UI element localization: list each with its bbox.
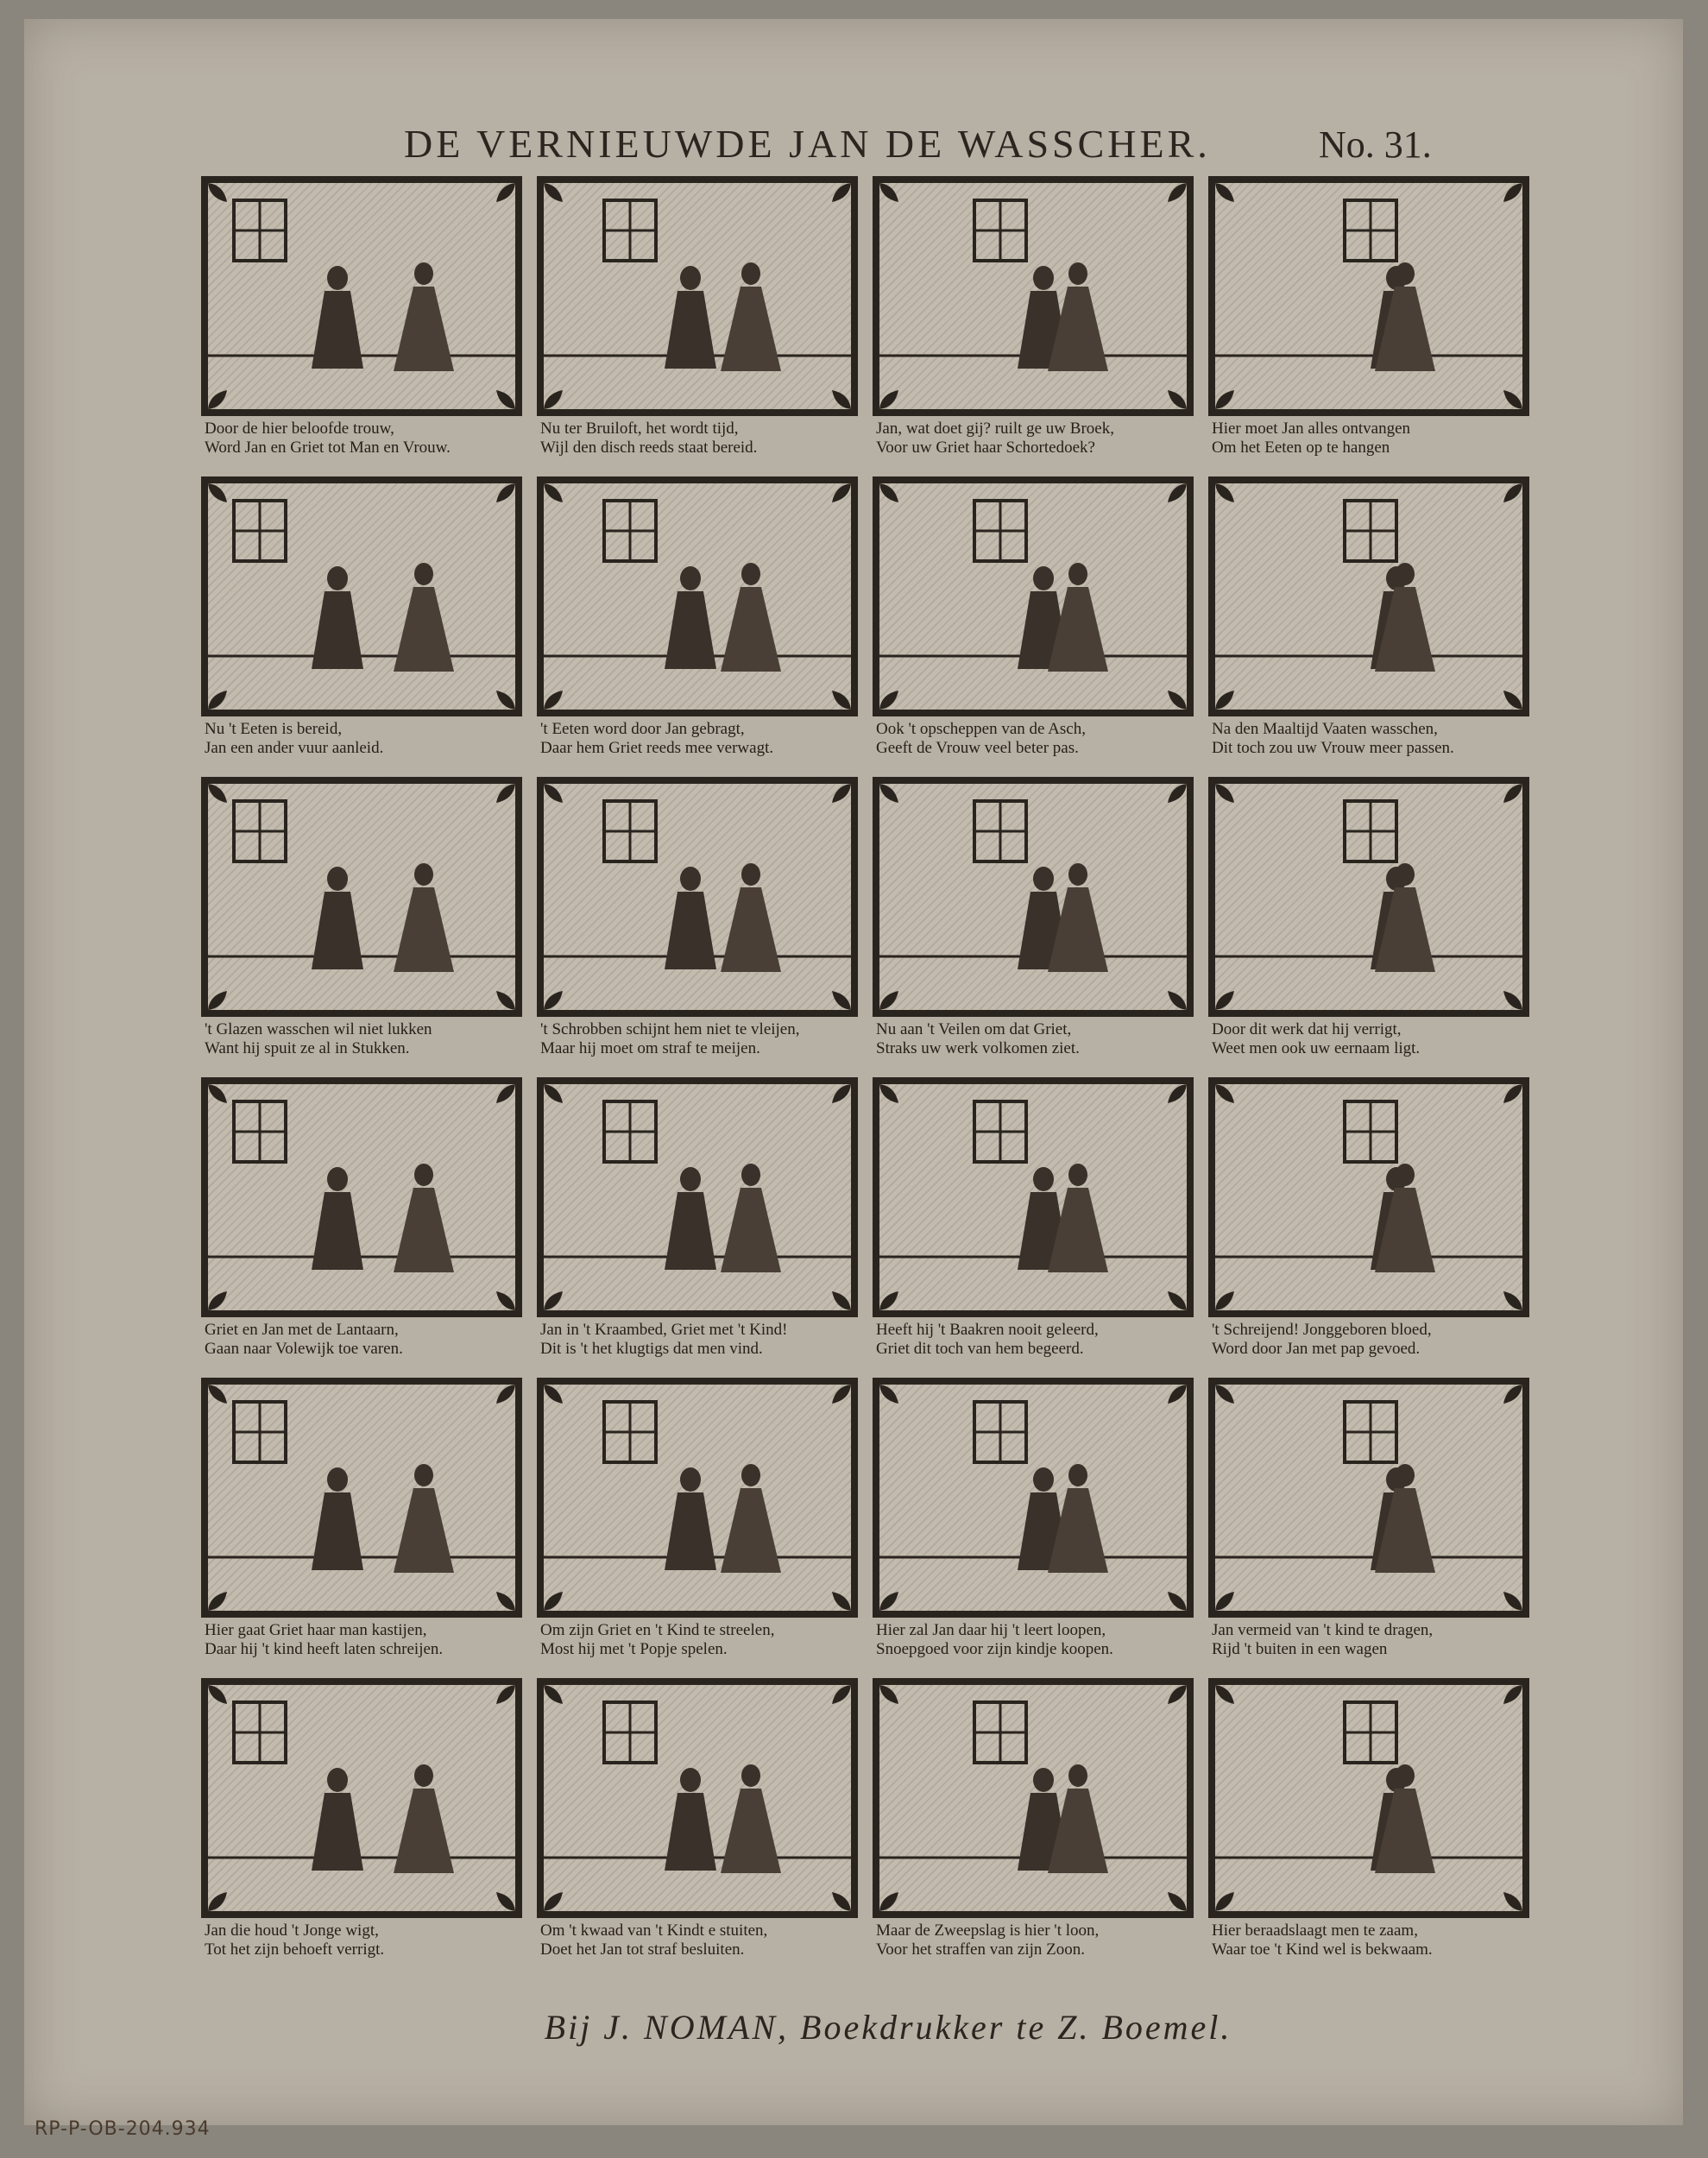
panel	[873, 1678, 1194, 1970]
caption-line: Wijl den disch reeds staat bereid.	[540, 439, 758, 457]
panel-caption	[1212, 1020, 1533, 1058]
panel-caption	[205, 420, 526, 457]
caption-line: Maar hij moet om straf te meijen.	[540, 1039, 760, 1057]
panel-caption	[1212, 420, 1533, 457]
panel-caption	[876, 1921, 1197, 1959]
woodcut-illustration	[201, 777, 522, 1017]
woodcut-illustration	[873, 1077, 1194, 1317]
panel	[1208, 1678, 1529, 1970]
panel	[873, 476, 1194, 768]
woodcut-illustration	[537, 777, 858, 1017]
caption-line: Jan die houd 't Jonge wigt,	[205, 1921, 379, 1940]
woodcut-illustration	[201, 1378, 522, 1618]
caption-line: Rijd 't buiten in een wagen	[1212, 1640, 1388, 1658]
caption-line: Na den Maaltijd Vaaten wasschen,	[1212, 720, 1438, 738]
panel	[537, 1077, 858, 1369]
caption-line: Jan vermeid van 't kind te dragen,	[1212, 1621, 1434, 1639]
woodcut-illustration	[201, 1678, 522, 1918]
panel-caption	[205, 1321, 526, 1359]
caption-line: 't Schreijend! Jonggeboren bloed,	[1212, 1321, 1432, 1339]
panel	[1208, 1378, 1529, 1669]
caption-line: Hier gaat Griet haar man kastijen,	[205, 1621, 427, 1639]
panel	[537, 777, 858, 1069]
panel-caption	[205, 1020, 526, 1058]
caption-line: Geeft de Vrouw veel beter pas.	[876, 739, 1079, 757]
caption-line: Word door Jan met pap gevoed.	[1212, 1340, 1421, 1358]
woodcut-illustration	[537, 476, 858, 716]
panel-caption	[1212, 720, 1533, 758]
caption-line: Nu aan 't Veilen om dat Griet,	[876, 1020, 1072, 1038]
caption-line: Voor het straffen van zijn Zoon.	[876, 1940, 1086, 1959]
caption-line: Om 't kwaad van 't Kindt e stuiten,	[540, 1921, 768, 1940]
sheet-number: No. 31.	[1319, 123, 1432, 166]
woodcut-illustration	[873, 476, 1194, 716]
printer-imprint: Bij J. NOMAN, Boekdrukker te Z. Boemel.	[544, 2008, 1232, 2047]
header	[24, 121, 1683, 181]
panel-caption	[1212, 1621, 1533, 1659]
caption-line: Hier beraadslaagt men te zaam,	[1212, 1921, 1418, 1940]
caption-line: Door dit werk dat hij verrigt,	[1212, 1020, 1402, 1038]
caption-line: Dit is 't het klugtigs dat men vind.	[540, 1340, 763, 1358]
caption-line: Jan, wat doet gij? ruilt ge uw Broek,	[876, 420, 1114, 438]
panel-caption	[1212, 1921, 1533, 1959]
caption-line: Maar de Zweepslag is hier 't loon,	[876, 1921, 1100, 1940]
panel	[1208, 176, 1529, 468]
panel-caption	[205, 1621, 526, 1659]
panel	[201, 476, 522, 768]
woodcut-illustration	[537, 1077, 858, 1317]
caption-line: Heeft hij 't Baakren nooit geleerd,	[876, 1321, 1099, 1339]
panel	[1208, 777, 1529, 1069]
caption-line: 't Glazen wasschen wil niet lukken	[205, 1020, 432, 1038]
panel-caption	[205, 1921, 526, 1959]
woodcut-illustration	[873, 1378, 1194, 1618]
caption-line: Daar hij 't kind heeft laten schreijen.	[205, 1640, 444, 1658]
panel-caption	[876, 1321, 1197, 1359]
woodcut-illustration	[201, 176, 522, 416]
panel-caption	[876, 1020, 1197, 1058]
panel-caption	[540, 1020, 861, 1058]
caption-line: 't Eeten word door Jan gebragt,	[540, 720, 745, 738]
panel	[201, 777, 522, 1069]
panel-caption	[540, 1921, 861, 1959]
caption-line: Daar hem Griet reeds mee verwagt.	[540, 739, 774, 757]
woodcut-illustration	[201, 1077, 522, 1317]
caption-line: Griet en Jan met de Lantaarn,	[205, 1321, 399, 1339]
woodcut-illustration	[873, 1678, 1194, 1918]
caption-line: Ook 't opscheppen van de Asch,	[876, 720, 1086, 738]
panel	[201, 1077, 522, 1369]
caption-line: Om zijn Griet en 't Kind te streelen,	[540, 1621, 775, 1639]
caption-line: Nu 't Eeten is bereid,	[205, 720, 343, 738]
caption-line: Tot het zijn behoeft verrigt.	[205, 1940, 385, 1959]
caption-line: Door de hier beloofde trouw,	[205, 420, 394, 438]
caption-line: Straks uw werk volkomen ziet.	[876, 1039, 1080, 1057]
woodcut-illustration	[873, 176, 1194, 416]
panel-caption	[540, 420, 861, 457]
woodcut-illustration	[1208, 476, 1529, 716]
caption-line: Om het Eeten op te hangen	[1212, 439, 1390, 457]
caption-line: Gaan naar Volewijk toe varen.	[205, 1340, 403, 1358]
panel	[537, 176, 858, 468]
panel-caption	[540, 1321, 861, 1359]
caption-line: Jan een ander vuur aanleid.	[205, 739, 384, 757]
panel-caption	[540, 720, 861, 758]
panel	[873, 1077, 1194, 1369]
woodcut-illustration	[537, 1378, 858, 1618]
panel	[537, 476, 858, 768]
panel	[537, 1678, 858, 1970]
panel	[201, 1378, 522, 1669]
caption-line: Griet dit toch van hem begeerd.	[876, 1340, 1084, 1358]
caption-line: Dit toch zou uw Vrouw meer passen.	[1212, 739, 1454, 757]
catalog-number: RP-P-OB-204.934	[35, 2118, 211, 2140]
woodcut-illustration	[1208, 777, 1529, 1017]
caption-line: Word Jan en Griet tot Man en Vrouw.	[205, 439, 451, 457]
caption-line: Jan in 't Kraambed, Griet met 't Kind!	[540, 1321, 788, 1339]
panel-caption	[540, 1621, 861, 1659]
caption-line: Hier moet Jan alles ontvangen	[1212, 420, 1411, 438]
panel-caption	[876, 720, 1197, 758]
caption-line: Want hij spuit ze al in Stukken.	[205, 1039, 410, 1057]
panel	[873, 176, 1194, 468]
woodcut-illustration	[1208, 1378, 1529, 1618]
panel	[1208, 476, 1529, 768]
panel	[537, 1378, 858, 1669]
caption-line: Nu ter Bruiloft, het wordt tijd,	[540, 420, 739, 438]
woodcut-illustration	[1208, 176, 1529, 416]
caption-line: Hier zal Jan daar hij 't leert loopen,	[876, 1621, 1106, 1639]
caption-line: Waar toe 't Kind wel is bekwaam.	[1212, 1940, 1433, 1959]
broadsheet	[24, 19, 1683, 2125]
woodcut-illustration	[537, 176, 858, 416]
panel	[873, 1378, 1194, 1669]
caption-line: Weet men ook uw eernaam ligt.	[1212, 1039, 1421, 1057]
woodcut-illustration	[537, 1678, 858, 1918]
panel	[201, 1678, 522, 1970]
panel-grid	[201, 176, 1530, 1970]
panel-caption	[876, 420, 1197, 457]
woodcut-illustration	[201, 476, 522, 716]
panel-caption	[205, 720, 526, 758]
panel	[201, 176, 522, 468]
caption-line: Voor uw Griet haar Schortedoek?	[876, 439, 1095, 457]
woodcut-illustration	[873, 777, 1194, 1017]
woodcut-illustration	[1208, 1077, 1529, 1317]
panel	[873, 777, 1194, 1069]
caption-line: 't Schrobben schijnt hem niet te vleijen,	[540, 1020, 800, 1038]
caption-line: Doet het Jan tot straf besluiten.	[540, 1940, 745, 1959]
panel-caption	[1212, 1321, 1533, 1359]
sheet-title: DE VERNIEUWDE JAN DE WASSCHER.	[404, 122, 1211, 166]
woodcut-illustration	[1208, 1678, 1529, 1918]
panel-caption	[876, 1621, 1197, 1659]
caption-line: Most hij met 't Popje spelen.	[540, 1640, 728, 1658]
panel	[1208, 1077, 1529, 1369]
caption-line: Snoepgoed voor zijn kindje koopen.	[876, 1640, 1113, 1658]
